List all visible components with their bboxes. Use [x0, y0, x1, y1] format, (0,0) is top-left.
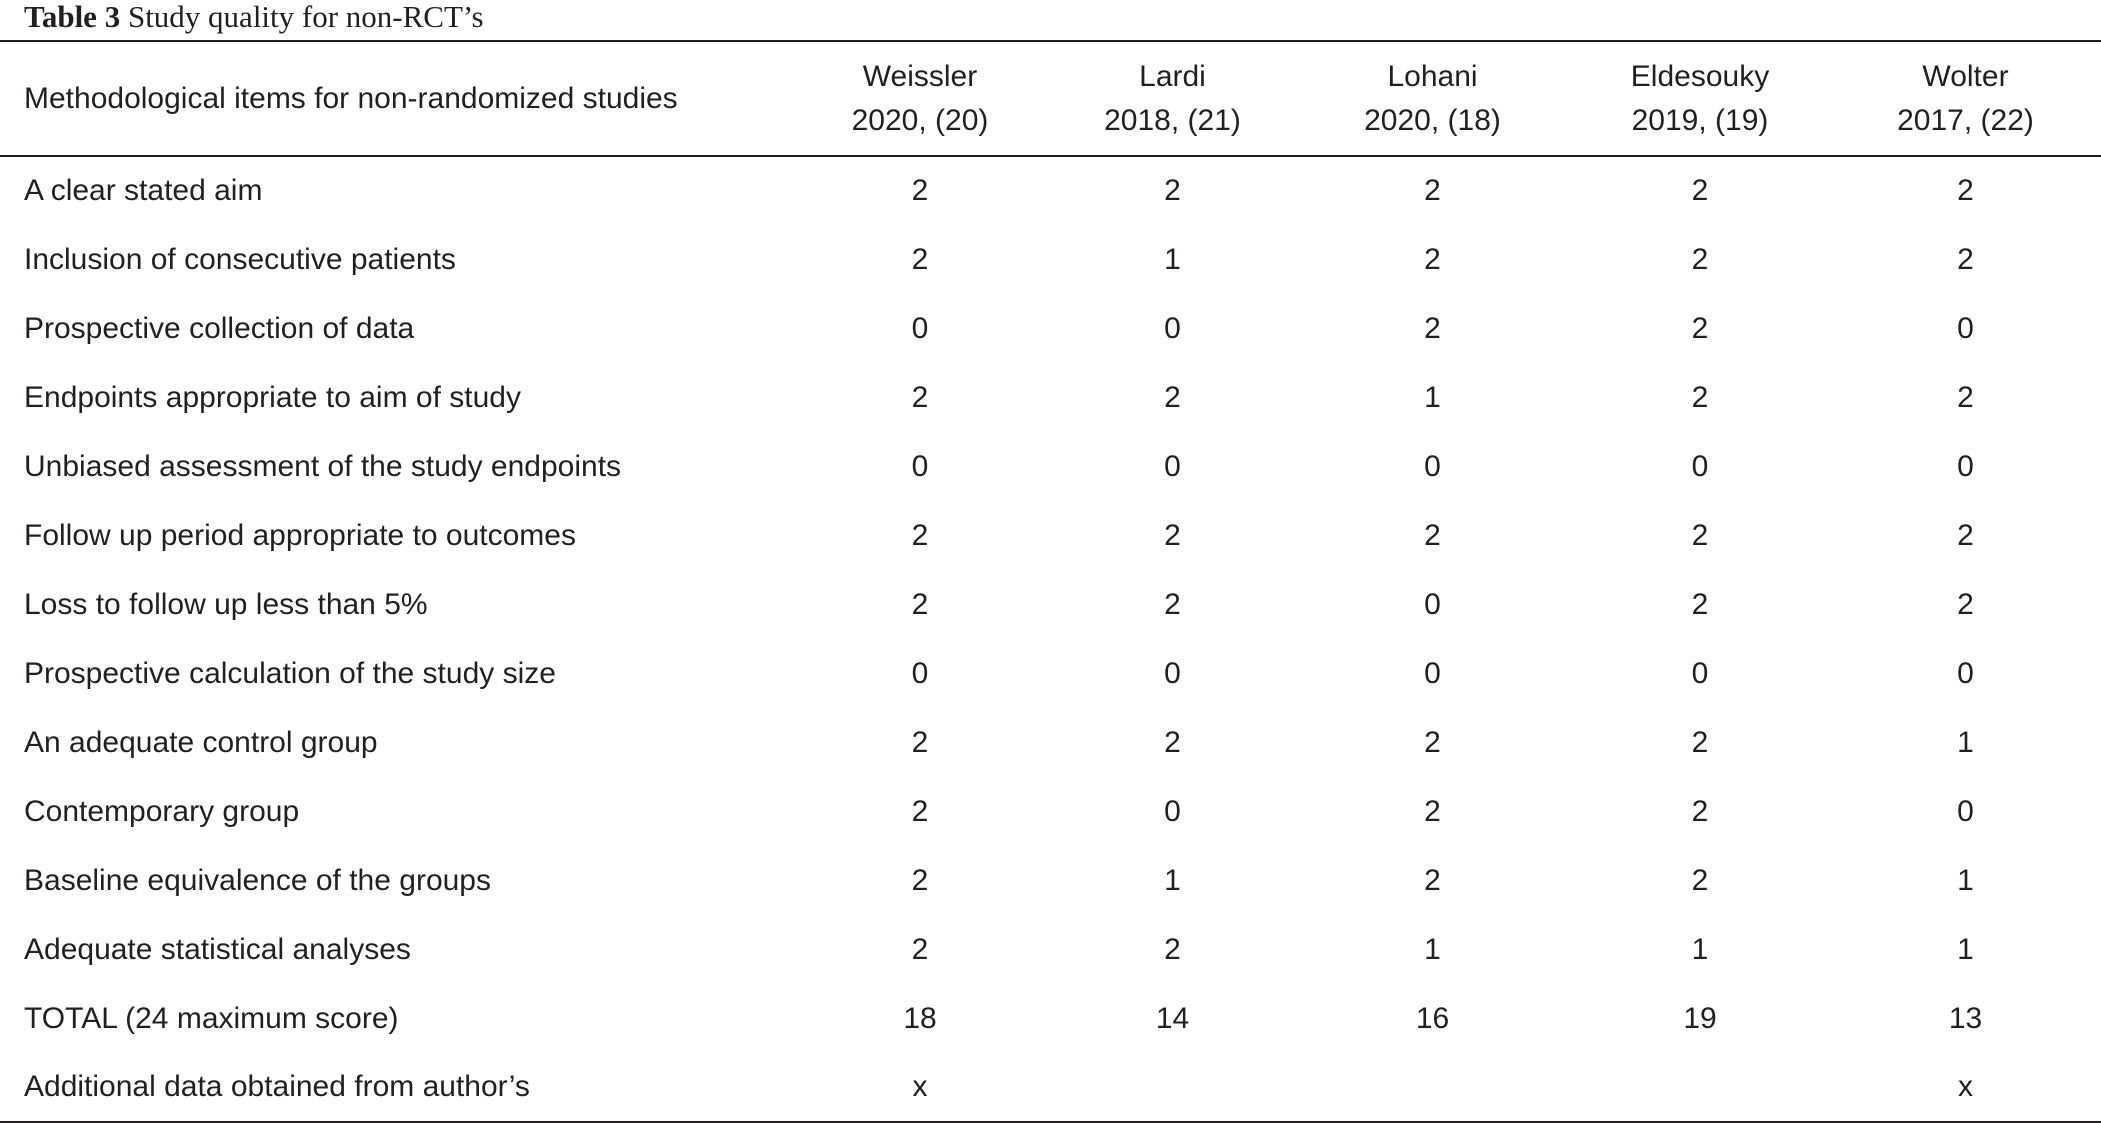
study-header: [1570, 41, 1830, 156]
score-cell: 1: [1424, 932, 1441, 966]
methodological-item-label: Follow up period appropriate to outcomes: [24, 518, 576, 552]
score-cell: 2: [911, 174, 929, 207]
row-header-label: Methodological items for non-randomized studies: [0, 41, 790, 156]
score-cell: 2: [1691, 587, 1709, 621]
study-year-ref: 2017, (22): [1897, 103, 2034, 137]
table-caption-text: Study quality for non-RCT’s: [127, 0, 484, 34]
table-row: [0, 432, 2101, 501]
table-row: [0, 1053, 2101, 1122]
score-cell: 2: [911, 380, 929, 414]
score-cell: 1: [1957, 932, 1974, 966]
table-row: [0, 363, 2101, 432]
table-row: [0, 501, 2101, 570]
methodological-item-label: Prospective calculation of the study size: [24, 656, 556, 690]
score-cell: 2: [1424, 725, 1441, 759]
table-row: [0, 708, 2101, 777]
score-cell: 2: [911, 794, 929, 828]
methodological-item-label: Baseline equivalence of the groups: [24, 863, 491, 897]
methodological-item-label: Unbiased assessment of the study endpoints: [24, 449, 622, 483]
score-cell: 2: [1691, 311, 1709, 345]
score-cell: [1570, 1053, 1830, 1122]
header-row: [0, 41, 2101, 156]
score-cell: 2: [1957, 174, 1974, 207]
study-name: Wolter: [1922, 59, 2009, 93]
score-cell: 2: [1164, 587, 1181, 621]
table-row: [0, 225, 2101, 294]
score-cell: 0: [1424, 587, 1441, 621]
methodological-item-label: TOTAL (24 maximum score): [24, 1001, 399, 1035]
score-cell: 0: [911, 449, 929, 483]
score-cell: 2: [911, 242, 929, 276]
score-cell: 16: [1415, 1001, 1450, 1035]
table-row: [0, 984, 2101, 1053]
score-cell: 0: [1957, 449, 1974, 483]
methodological-item-label: Loss to follow up less than 5%: [24, 587, 428, 621]
score-cell: 2: [1424, 174, 1441, 207]
methodological-item-label: Endpoints appropriate to aim of study: [24, 380, 521, 414]
score-cell: 2: [1424, 794, 1441, 828]
score-cell: 0: [1691, 449, 1709, 483]
score-cell: 0: [1691, 656, 1709, 690]
score-cell: 19: [1683, 1001, 1717, 1035]
score-cell: 2: [911, 863, 929, 897]
score-cell: 0: [911, 656, 929, 690]
score-cell: 0: [1957, 311, 1974, 345]
score-cell: 2: [911, 518, 929, 552]
score-cell: 2: [1691, 863, 1709, 897]
study-year-ref: 2018, (21): [1104, 103, 1241, 137]
score-cell: 14: [1155, 1001, 1190, 1035]
score-cell: 18: [903, 1001, 937, 1035]
study-year-ref: 2020, (20): [851, 103, 989, 137]
table-row: [0, 156, 2101, 225]
score-cell: 2: [1424, 242, 1441, 276]
study-header: [1830, 41, 2101, 156]
score-cell: 0: [1957, 656, 1974, 690]
table-caption: [24, 0, 484, 34]
study-name: Eldesouky: [1630, 59, 1770, 93]
study-header: [790, 41, 1050, 156]
score-cell: 0: [1164, 794, 1181, 828]
score-cell: 2: [1424, 518, 1441, 552]
score-cell: [1050, 1053, 1295, 1122]
table-caption-label: Table 3: [24, 0, 121, 34]
score-cell: 0: [1164, 656, 1181, 690]
table-body: [0, 156, 2101, 1122]
score-cell: 2: [1691, 242, 1709, 276]
score-cell: 2: [1164, 725, 1181, 759]
methodological-item-label: Contemporary group: [24, 794, 300, 828]
table-row: [0, 570, 2101, 639]
study-header: [1295, 41, 1570, 156]
table-header: [0, 41, 2101, 156]
methodological-item-label: Additional data obtained from author’s: [0, 1053, 790, 1122]
table-row: [0, 915, 2101, 984]
score-cell: 2: [911, 725, 929, 759]
score-cell: 1: [1691, 932, 1709, 966]
table-row: [0, 846, 2101, 915]
score-cell: 0: [911, 311, 929, 345]
table-row: [0, 639, 2101, 708]
score-cell: 2: [1691, 380, 1709, 414]
score-cell: 2: [1691, 794, 1709, 828]
study-name: Weissler: [862, 59, 978, 93]
score-cell: 2: [1164, 932, 1181, 966]
score-cell: 0: [1164, 311, 1181, 345]
score-cell: 1: [1164, 863, 1181, 897]
score-cell: 2: [1164, 518, 1181, 552]
study-year-ref: 2020, (18): [1364, 103, 1501, 137]
table-row: [0, 777, 2101, 846]
score-cell: 0: [1164, 449, 1181, 483]
score-cell: 2: [1424, 311, 1441, 345]
table-row: [0, 294, 2101, 363]
score-cell: 13: [1948, 1001, 1983, 1035]
score-cell: 2: [1957, 587, 1974, 621]
score-cell: 2: [1164, 174, 1181, 207]
score-cell: 1: [1957, 725, 1974, 759]
study-name: Lohani: [1387, 59, 1478, 93]
score-cell: 0: [1424, 449, 1441, 483]
score-cell: 2: [1424, 863, 1441, 897]
score-cell: 2: [1691, 518, 1709, 552]
methodological-item-label: Prospective collection of data: [24, 311, 415, 345]
score-cell: x: [790, 1053, 1050, 1122]
methodological-item-label: A clear stated aim: [24, 174, 263, 207]
score-cell: 2: [911, 587, 929, 621]
score-cell: x: [1830, 1053, 2101, 1122]
score-cell: 2: [1957, 242, 1974, 276]
methodological-item-label: Inclusion of consecutive patients: [24, 242, 456, 276]
methodological-item-label: Adequate statistical analyses: [24, 932, 411, 966]
methodological-item-label: An adequate control group: [24, 725, 378, 759]
score-cell: 0: [1424, 656, 1441, 690]
score-cell: 2: [1691, 174, 1709, 207]
study-year-ref: 2019, (19): [1631, 103, 1769, 137]
score-cell: [1295, 1053, 1570, 1122]
score-cell: 1: [1424, 380, 1441, 414]
study-header: [1050, 41, 1295, 156]
score-cell: 2: [1957, 380, 1974, 414]
score-cell: 1: [1164, 242, 1181, 276]
study-name: Lardi: [1139, 59, 1206, 93]
score-cell: 2: [1164, 380, 1181, 414]
score-cell: 2: [1691, 725, 1709, 759]
score-cell: 2: [1957, 518, 1974, 552]
score-cell: 0: [1957, 794, 1974, 828]
study-quality-table: [0, 40, 2101, 1123]
score-cell: 1: [1957, 863, 1974, 897]
score-cell: 2: [911, 932, 929, 966]
